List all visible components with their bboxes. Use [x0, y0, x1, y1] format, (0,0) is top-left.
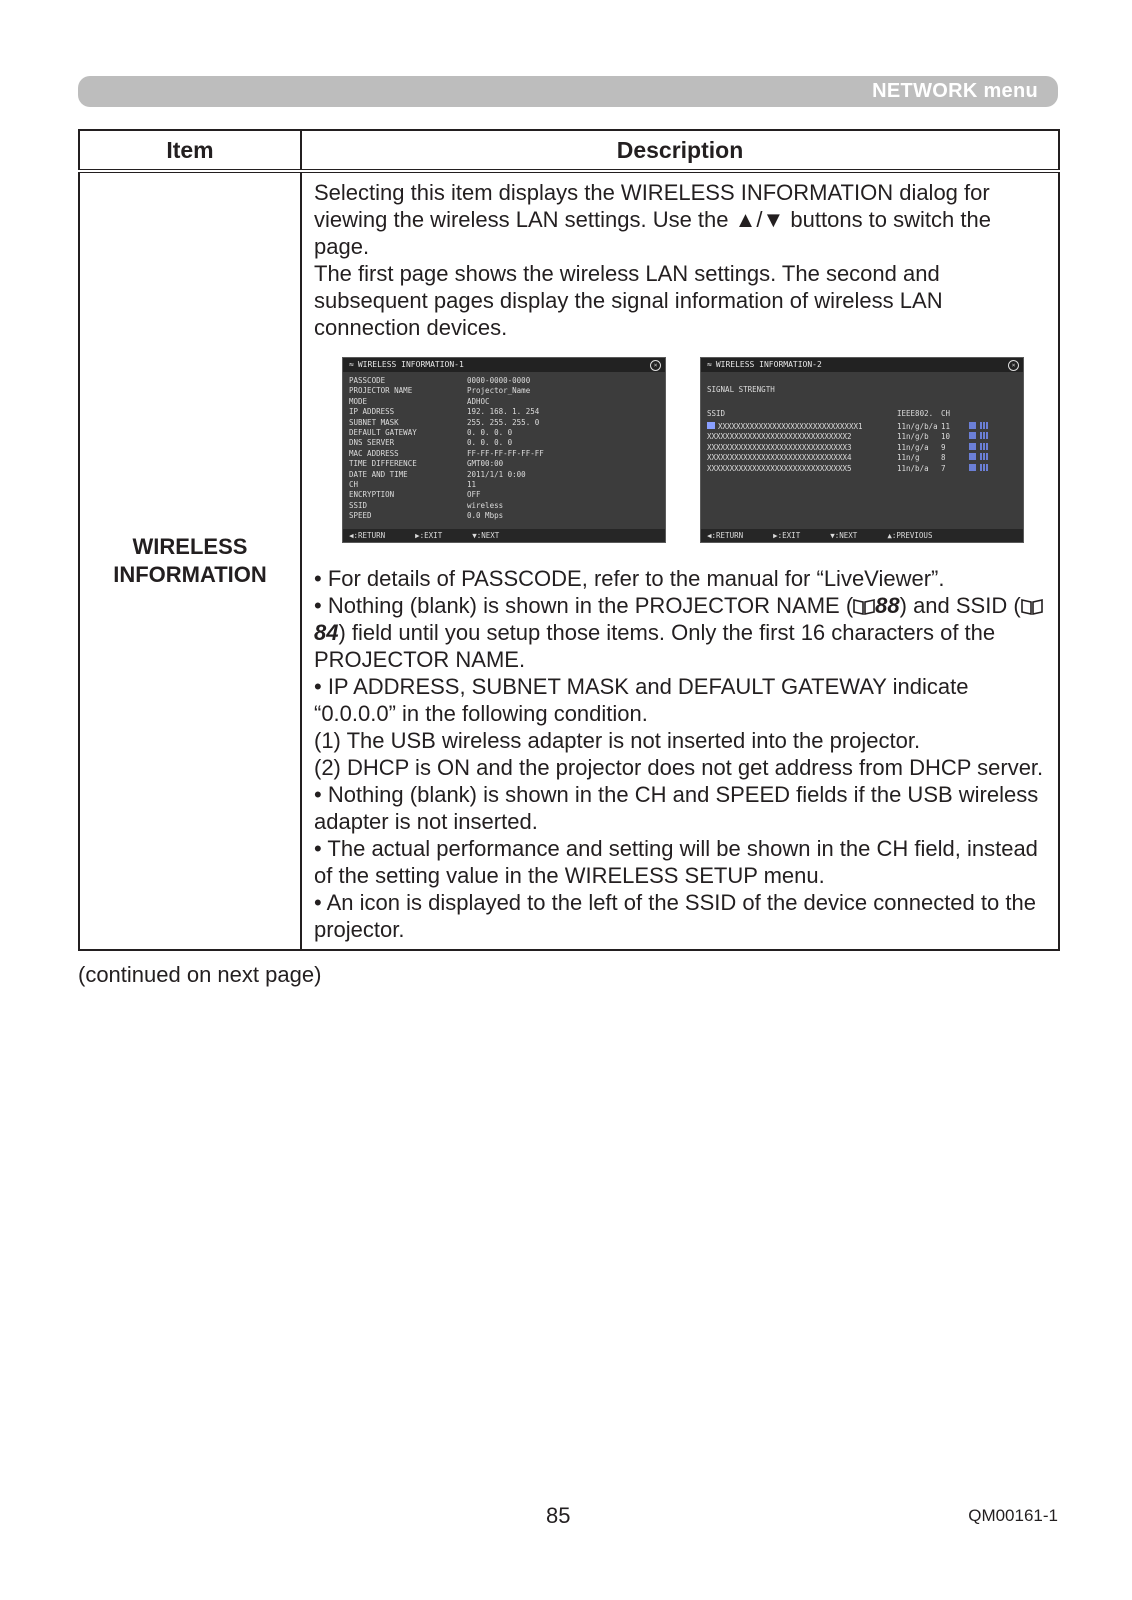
device-type-icon — [969, 443, 976, 450]
osd-info-value: 255. 255. 255. 0 — [467, 417, 540, 427]
signal-strength-icon — [980, 432, 990, 439]
osd-info-label: ENCRYPTION — [349, 490, 395, 500]
osd-info-row — [349, 449, 659, 459]
signal-ch: 7 — [941, 463, 946, 473]
signal-ssid: XXXXXXXXXXXXXXXXXXXXXXXXXXXXXXX4 — [707, 453, 852, 463]
close-icon: × — [650, 360, 661, 371]
osd-footer-next: ▼:NEXT — [472, 531, 500, 540]
section-header-bar — [78, 76, 1058, 107]
osd-info-label: PASSCODE — [349, 376, 386, 385]
osd-info-label: SSID — [349, 500, 368, 510]
osd-info-row — [349, 386, 659, 396]
osd-info-row — [349, 480, 659, 490]
osd-footer — [701, 529, 1023, 542]
signal-ch: 10 — [941, 432, 951, 442]
device-type-icon — [969, 453, 976, 460]
osd-info-label: PROJECTOR NAME — [349, 386, 413, 396]
item-cell — [79, 171, 301, 950]
signal-row — [707, 453, 1017, 463]
signal-row — [707, 432, 1017, 442]
note-ch-speed: • Nothing (blank) is shown in the CH and SPEED fields if the USB wireless adapter is not inserted. — [314, 782, 1039, 834]
osd-info-value: FF-FF-FF-FF-FF-FF — [467, 448, 544, 458]
osd-footer — [343, 529, 665, 542]
signal-list — [707, 422, 1017, 474]
osd-info-value: 0.0 Mbps — [467, 511, 504, 521]
note-condition-1: (1) The USB wireless adapter is not inserted into the projector. — [314, 728, 921, 753]
osd-info-row — [349, 490, 659, 500]
table-header-row — [79, 130, 1059, 171]
osd-info-value: 11 — [467, 480, 477, 490]
signal-ssid: XXXXXXXXXXXXXXXXXXXXXXXXXXXXXXX2 — [707, 432, 852, 442]
signal-ieee: 11n/b/a — [897, 463, 929, 473]
osd-info-value: wireless — [467, 500, 504, 510]
signal-strength-icon — [980, 453, 990, 460]
menu-table — [78, 129, 1060, 951]
note-passcode: • For details of PASSCODE, refer to the manual for “LiveViewer”. — [314, 566, 945, 591]
page-number: 85 — [546, 1503, 571, 1528]
osd-body — [343, 372, 665, 526]
signal-section-label: SIGNAL STRENGTH — [707, 385, 775, 394]
wireless-info-screen-1 — [342, 357, 666, 543]
osd-footer-next: ▼:NEXT — [830, 531, 858, 540]
osd-titlebar — [701, 358, 1023, 372]
signal-ieee: 11n/g — [897, 453, 920, 463]
osd-info-row — [349, 376, 659, 386]
osd-info-label: DNS SERVER — [349, 438, 395, 448]
signal-ssid: XXXXXXXXXXXXXXXXXXXXXXXXXXXXXXX5 — [707, 463, 852, 473]
osd-title: WIRELESS INFORMATION-1 — [357, 360, 464, 369]
device-type-icon — [969, 432, 976, 439]
intro-paragraph-2: The first page shows the wireless LAN settings. The second and subsequent pages display the signal information of wireless LAN connection devices. — [314, 261, 943, 340]
osd-info-label: SUBNET MASK — [349, 417, 399, 427]
note-connected-icon: • An icon is displayed to the left of the SSID of the device connected to the projector. — [314, 890, 1036, 942]
signal-ssid: XXXXXXXXXXXXXXXXXXXXXXXXXXXXXXX1 — [707, 422, 897, 432]
item-label-line1: WIRELESS — [132, 534, 248, 559]
osd-info-value: Projector_Name — [467, 386, 531, 396]
signal-strength-icon — [980, 443, 990, 450]
page-ref-84: 84 — [314, 620, 339, 645]
signal-ch: 11 — [941, 422, 951, 431]
signal-ieee: 11n/g/a — [897, 442, 929, 452]
signal-ieee: 11n/g/b — [897, 432, 929, 442]
osd-title: WIRELESS INFORMATION-2 — [715, 360, 822, 369]
signal-head-ssid: SSID — [707, 409, 726, 418]
signal-ieee: 11n/g/b/a — [897, 422, 938, 431]
book-icon — [853, 594, 875, 611]
osd-titlebar — [343, 358, 665, 372]
osd-info-row — [349, 418, 659, 428]
osd-info-label: TIME DIFFERENCE — [349, 459, 417, 469]
note-ip-address: • IP ADDRESS, SUBNET MASK and DEFAULT GATEWAY indicate “0.0.0.0” in the following condition. — [314, 674, 969, 726]
signal-strength-icon — [980, 422, 990, 429]
osd-info-value: ADHOC — [467, 396, 490, 406]
intro-paragraph-1: Selecting this item displays the WIRELESS INFORMATION dialog for viewing the wireless LAN settings. Use the ▲/▼ buttons to switch the page. — [314, 180, 991, 259]
signal-head-ch: CH — [941, 409, 951, 418]
connected-device-icon — [707, 422, 715, 429]
signal-row — [707, 422, 1017, 432]
osd-info-label: MODE — [349, 396, 368, 406]
osd-body — [701, 372, 1023, 478]
osd-info-value: 0. 0. 0. 0 — [467, 428, 513, 438]
osd-footer-return: ◀:RETURN — [349, 531, 386, 540]
osd-info-value: OFF — [467, 490, 481, 500]
description-cell — [301, 171, 1059, 950]
osd-info-row — [349, 438, 659, 448]
screenshot-group — [342, 357, 1050, 543]
device-type-icon — [969, 464, 976, 471]
page-ref-88: 88 — [875, 593, 900, 618]
note-blank-fields: • Nothing (blank) is shown in the PROJECTOR NAME ( 88) and SSID (84) field until you setup those items. Only the first 16 characters of the PROJECTOR NAME. — [314, 592, 1050, 673]
osd-info-label: DEFAULT GATEWAY — [349, 428, 417, 438]
device-type-icon — [969, 422, 976, 429]
osd-info-label: DATE AND TIME — [349, 469, 408, 479]
signal-row — [707, 443, 1017, 453]
column-header-item: Item — [79, 130, 301, 171]
book-icon — [1021, 594, 1043, 611]
osd-info-value: 0. 0. 0. 0 — [467, 438, 513, 448]
close-icon: × — [1008, 360, 1019, 371]
signal-strength-icon — [980, 464, 990, 471]
osd-footer-return: ◀:RETURN — [707, 531, 744, 540]
column-header-description: Description — [301, 130, 1059, 171]
signal-ssid: XXXXXXXXXXXXXXXXXXXXXXXXXXXXXXX3 — [707, 442, 852, 452]
osd-info-label: IP ADDRESS — [349, 407, 395, 417]
item-label-line2: INFORMATION — [113, 562, 267, 587]
osd-info-row — [349, 511, 659, 521]
osd-footer-exit: ▶:EXIT — [415, 531, 443, 540]
osd-info-row — [349, 428, 659, 438]
osd-info-label: CH — [349, 480, 359, 490]
note-ch-performance: • The actual performance and setting will be shown in the CH field, instead of the setting value in the WIRELESS SETUP menu. — [314, 836, 1038, 888]
signal-ch: 8 — [941, 453, 946, 463]
wireless-icon: ≈ — [707, 360, 712, 369]
note-condition-2: (2) DHCP is ON and the projector does not get address from DHCP server. — [314, 755, 1044, 780]
osd-info-row — [349, 397, 659, 407]
osd-footer-exit: ▶:EXIT — [773, 531, 801, 540]
osd-info-label: MAC ADDRESS — [349, 448, 399, 458]
osd-info-row — [349, 501, 659, 511]
section-title: NETWORK menu — [872, 80, 1038, 102]
osd-info-value: 2011/1/1 0:00 — [467, 469, 526, 479]
wireless-info-screen-2 — [700, 357, 1024, 543]
osd-info-value: 192. 168. 1. 254 — [467, 407, 540, 417]
osd-info-label: SPEED — [349, 511, 372, 521]
signal-header — [707, 409, 1017, 419]
osd-footer-previous: ▲:PREVIOUS — [887, 531, 933, 540]
osd-info-row — [349, 407, 659, 417]
osd-info-value: 0000-0000-0000 — [467, 376, 531, 385]
signal-head-ieee: IEEE802. — [897, 409, 934, 418]
table-row — [79, 171, 1059, 950]
document-code: QM00161-1 — [968, 1506, 1058, 1525]
wireless-icon: ≈ — [349, 360, 354, 369]
osd-info-row — [349, 459, 659, 469]
osd-info-value: GMT00:00 — [467, 459, 504, 469]
continued-note: (continued on next page) — [78, 962, 322, 987]
signal-ch: 9 — [941, 442, 946, 452]
osd-info-row — [349, 470, 659, 480]
signal-row — [707, 464, 1017, 474]
